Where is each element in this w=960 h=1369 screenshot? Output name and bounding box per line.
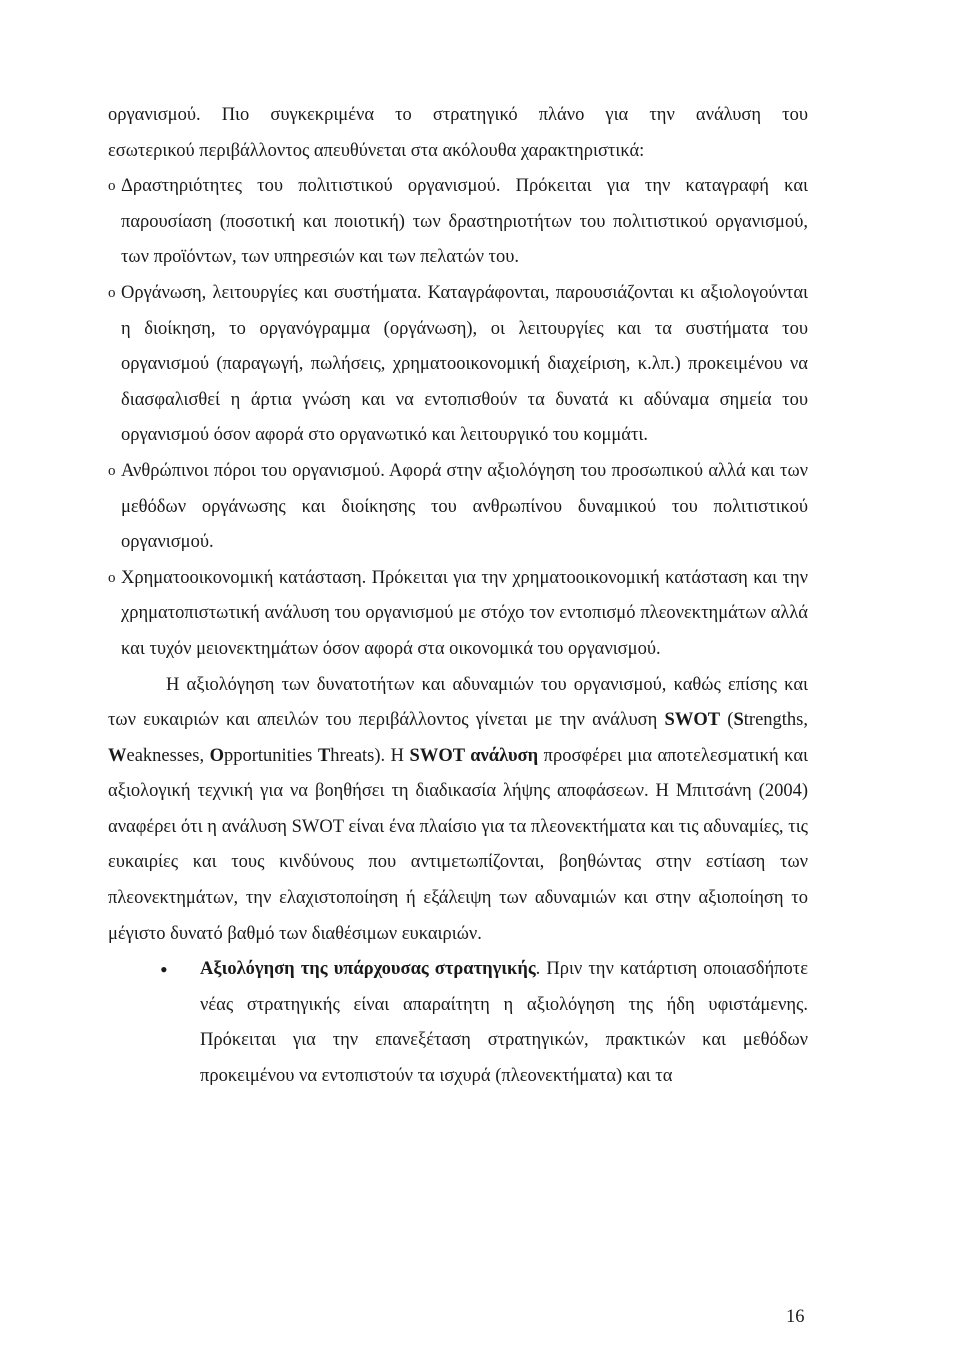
- list-item-human-resources: [0, 454, 808, 561]
- list-item-text: Ανθρώπινοι πόροι του οργανισμού. Αφορά στην αξιολόγηση του προσωπικού αλλά και των μεθόδων οργάνωσης και διοίκησης του ανθρωπίνου δυναμικού του πολιτιστικού οργανισμού.: [121, 460, 808, 553]
- list-marker: o: [108, 284, 116, 301]
- swot-term-2: SWOT ανάλυση: [409, 745, 539, 766]
- swot-term-1: SWOT: [664, 710, 721, 731]
- list-item-text: Χρηματοοικονομική κατάσταση. Πρόκειται για την χρηματοοικονομική κατάσταση και την χρηματοπιστωτική ανάλυση του οργανισμού με στόχο τον εντοπισμό πλεονεκτημάτων αλλά και τυχόν μειονεκτημάτων όσον αφορά στα οικονομικά του οργανισμού.: [121, 567, 808, 659]
- swot-w-letter: W: [108, 745, 127, 766]
- list-item-financial: [0, 561, 808, 668]
- swot-s-rest: trengths,: [743, 710, 808, 731]
- list-marker: o: [108, 462, 116, 479]
- swot-w-rest: eaknesses,: [126, 745, 210, 766]
- swot-text-part2: προσφέρει μια αποτελεσματική και αξιολογική τεχνική για να βοηθήσει τη διαδικασία λήψης αποφάσεων. Η Μπιτσάνη (2004) αναφέρει ότι η ανάλυση SWOT είναι ένα πλαίσιο για τα πλεονεκτήματα και τις αδυναμίες, τις ευκαιρίες και τους κινδύνους που αντιμετωπίζονται, βοηθώντας στην εστίαση των πλεονεκτημάτων, την ελαχιστοποίηση ή εξάλειψη των αδυναμιών και στην αξιοποίηση το μέγιστο δυνατό βαθμό των διαθέσιμων ευκαιριών.: [108, 745, 808, 944]
- intro-line-1: οργανισμού. Πιο συγκεκριμένα το στρατηγικό πλάνο για την ανάλυση του: [108, 105, 808, 125]
- list-marker: o: [108, 178, 116, 195]
- swot-t-letter: T: [317, 745, 331, 766]
- swot-t-rest: hreats). Η: [330, 745, 410, 766]
- body-text: [108, 98, 808, 1095]
- page-number: 16: [786, 1307, 805, 1327]
- list-item-organization: [0, 276, 808, 454]
- swot-text-part1: Η αξιολόγηση των δυνατοτήτων και αδυναμιών του οργανισμού, καθώς επίσης και των ευκαιριών και απειλών του περιβάλλοντος γίνεται με την ανάλυση: [108, 674, 808, 731]
- intro-line-2: εσωτερικού περιβάλλοντος απευθύνεται στα ακόλουθα χαρακτηριστικά:: [108, 140, 645, 161]
- bullet-text: . Πριν την κατάρτιση οποιασδήποτε νέας στρατηγικής είναι απαραίτητη η αξιολόγηση της ήδη υφιστάμενης. Πρόκειται για την επανεξέταση στρατηγικών, πρακτικών και μεθόδων προκειμένου να εντοπιστούν τα ισχυρά (πλεονεκτήματα) και τα: [200, 959, 808, 1087]
- list-item-text: Οργάνωση, λειτουργίες και συστήματα. Καταγράφονται, παρουσιάζονται κι αξιολογούνται η διοίκηση, το οργανόγραμμα (οργάνωση), οι λειτουργίες και τα συστήματα του οργανισμού (παραγωγή, πωλήσεις, χρηματοοικονομική διαχείριση, κ.λπ.) προκειμένου να διασφαλισθεί η άρτια γνώση και να εντοπισθούν τα δυνατά κι αδύναμα σημεία του οργανισμού όσον αφορά στο οργανωτικό και λειτουργικό του κομμάτι.: [121, 282, 808, 446]
- swot-o-rest: pportunities: [223, 745, 318, 766]
- swot-o-letter: O: [209, 745, 224, 766]
- bullet-marker: •: [160, 957, 168, 983]
- list-marker: o: [108, 569, 116, 586]
- swot-paren-open: (: [720, 710, 734, 731]
- bullet-item-strategy-evaluation: [108, 952, 808, 1094]
- bullet-heading: Αξιολόγηση της υπάρχουσας στρατηγικής: [200, 959, 536, 980]
- list-item-text: Δραστηριότητες του πολιτιστικού οργανισμού. Πρόκειται για την καταγραφή και παρουσίαση (ποσοτική και ποιοτική) των δραστηριοτήτων του πολιτιστικού οργανισμού, των προϊόντων, των υπηρεσιών και των πελατών του.: [121, 176, 808, 268]
- list-item-activities: [0, 169, 808, 276]
- swot-paragraph: [108, 668, 808, 953]
- swot-s-letter: S: [733, 710, 744, 731]
